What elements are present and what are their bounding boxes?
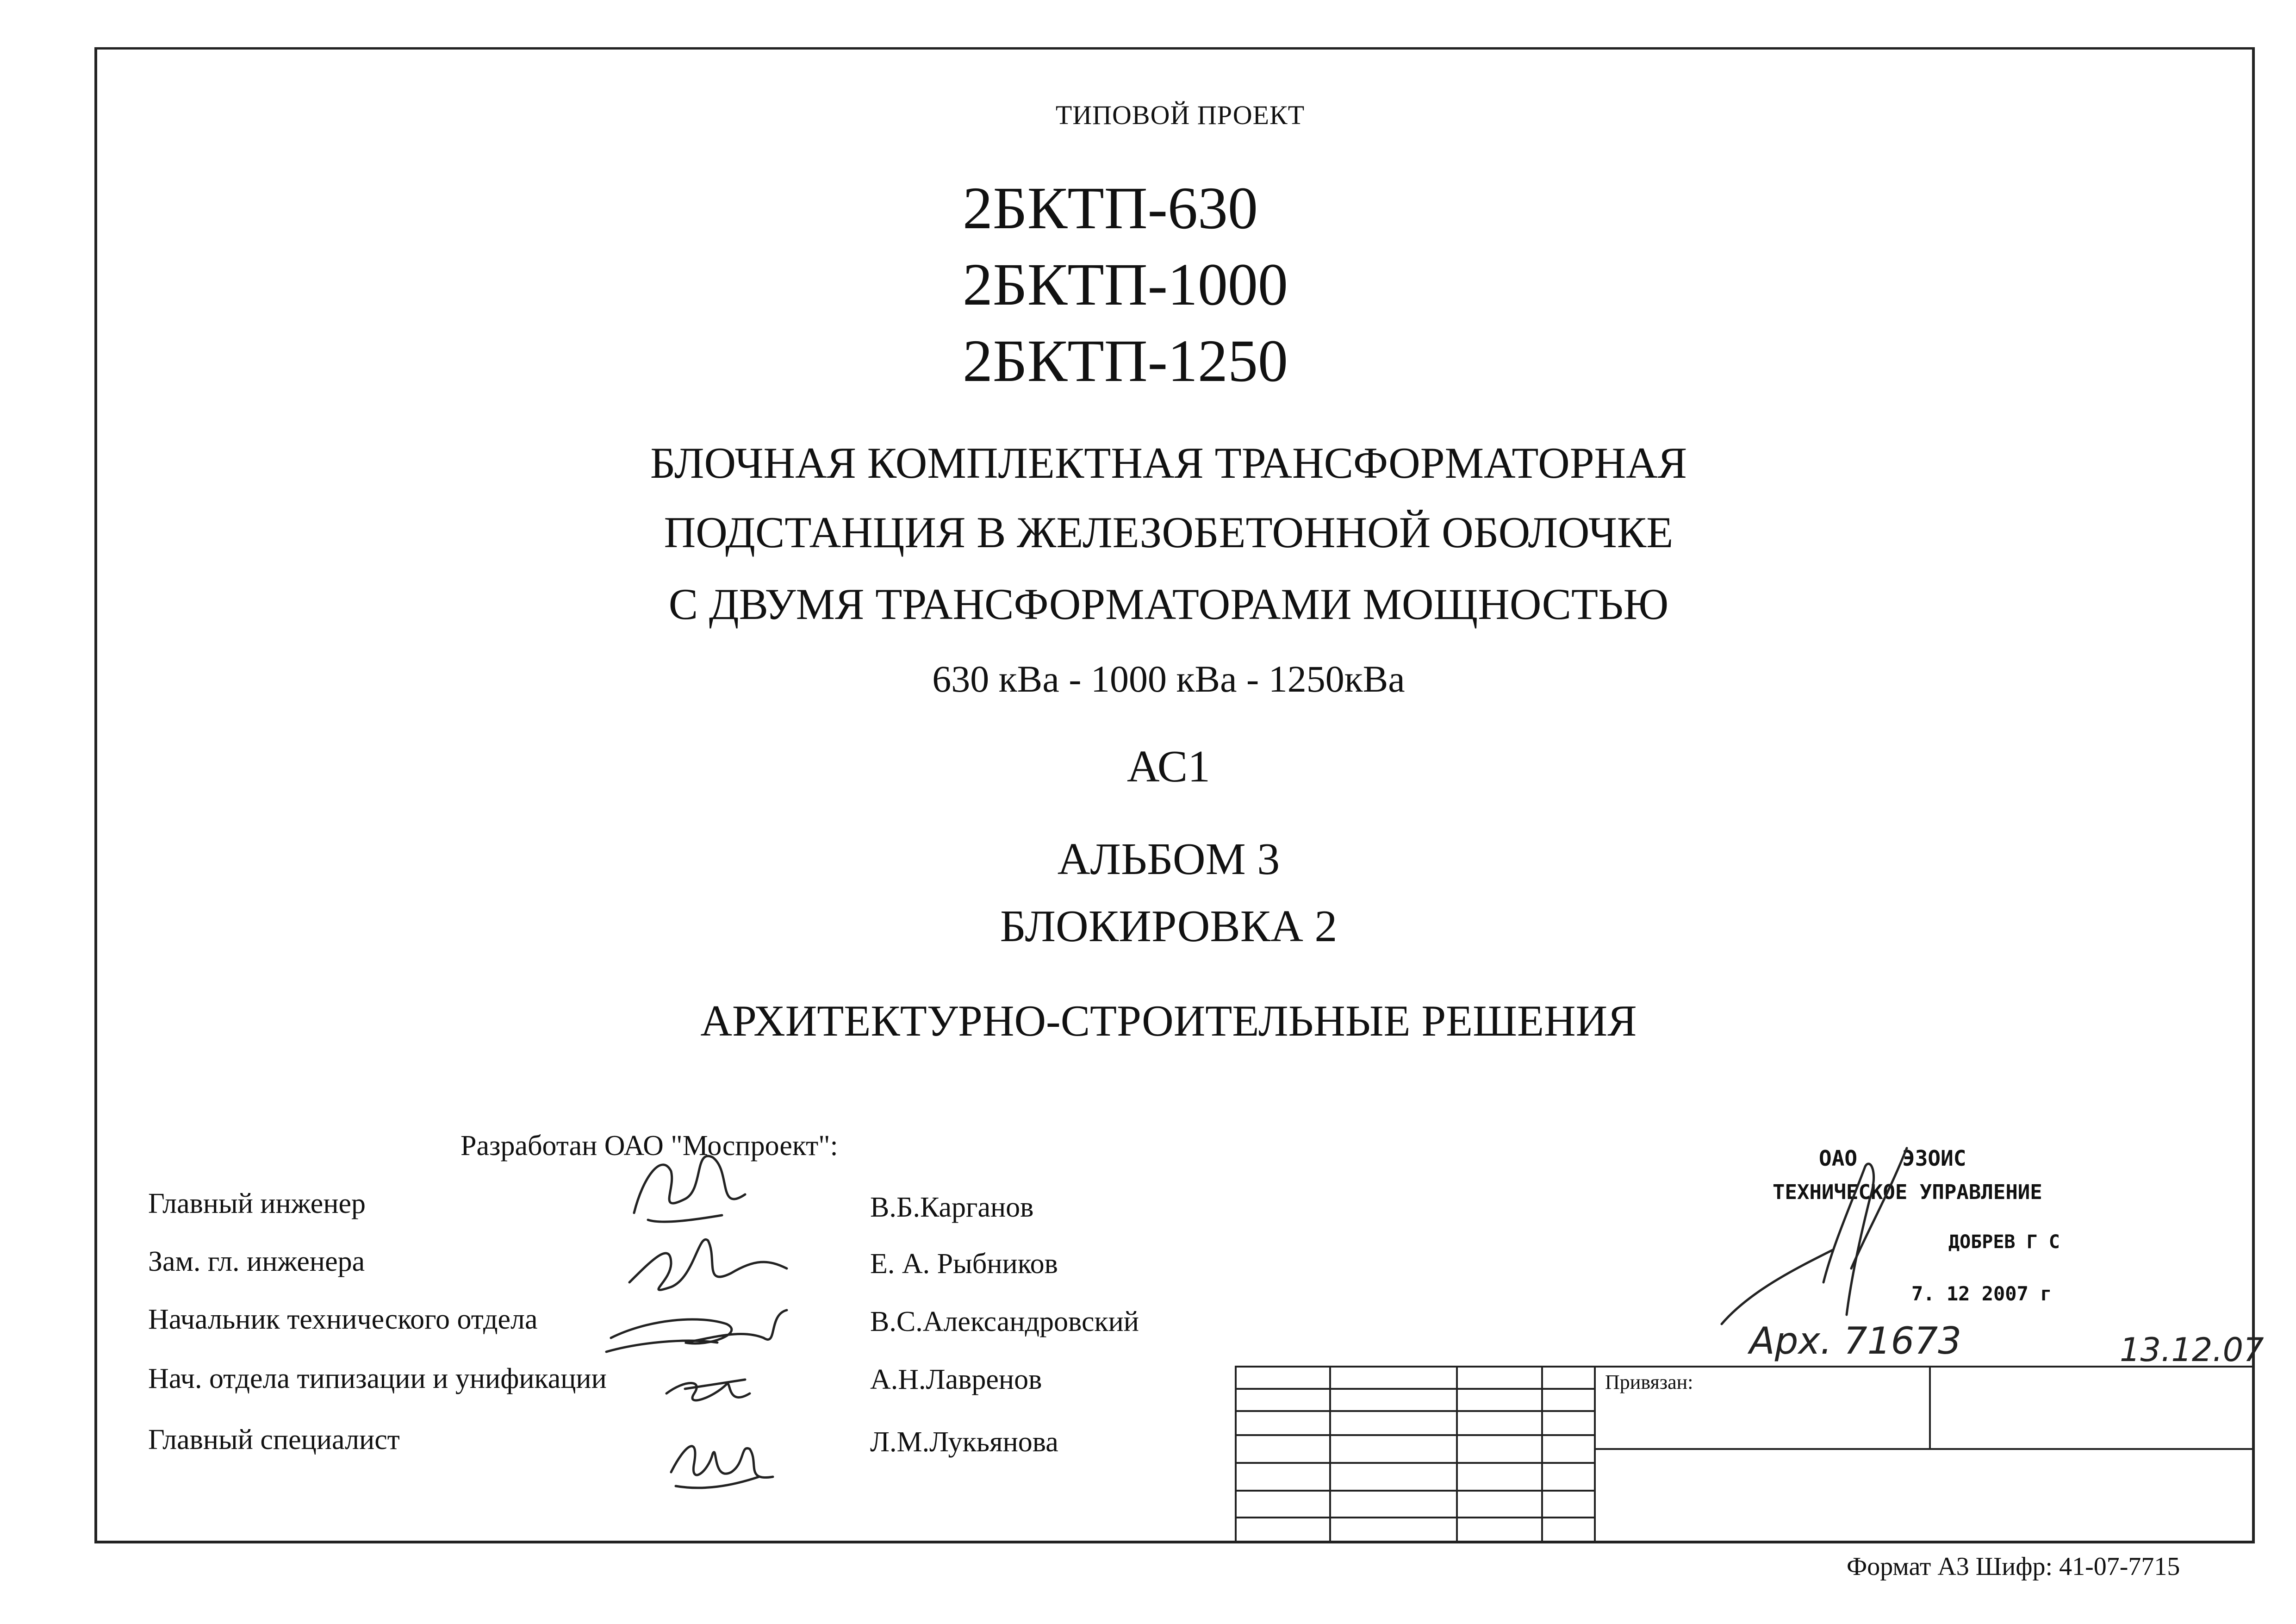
section-title: АРХИТЕКТУРНО-СТРОИТЕЛЬНЫЕ РЕШЕНИЯ	[700, 996, 1637, 1045]
power-ratings: 630 кВа - 1000 кВа - 1250кВа	[932, 658, 1405, 700]
bound-label: Привязан:	[1605, 1371, 1693, 1393]
description-line-1: БЛОЧНАЯ КОМПЛЕКТНАЯ ТРАНСФОРМАТОРНАЯ	[650, 438, 1687, 487]
name-rybnikov: Е. А. Рыбников	[870, 1248, 1058, 1280]
document-code: АС1	[1126, 742, 1211, 792]
stamp-org-right: ЭЗОИС	[1902, 1146, 1966, 1171]
title-block-grid	[1235, 1366, 1596, 1543]
footer-format-code: Формат А3 Шифр: 41-07-7715	[1847, 1552, 2180, 1581]
role-chief-engineer: Главный инженер	[148, 1188, 366, 1219]
role-deputy-chief-engineer: Зам. гл. инженера	[148, 1246, 365, 1277]
stamp-department: ТЕХНИЧЕСКОЕ УПРАВЛЕНИЕ	[1773, 1181, 2042, 1204]
project-type: ТИПОВОЙ ПРОЕКТ	[1055, 100, 1305, 130]
handwritten-date: 13.12.07	[2120, 1331, 2264, 1369]
role-chief-specialist: Главный специалист	[148, 1424, 400, 1455]
album-number: АЛЬБОМ 3	[1057, 834, 1280, 884]
name-aleksandrovsky: В.С.Александровский	[870, 1306, 1139, 1337]
name-lukyanova: Л.М.Лукьянова	[870, 1426, 1058, 1458]
model-630: 2БКТП-630	[963, 175, 1258, 242]
model-1000: 2БКТП-1000	[963, 251, 1288, 318]
stamp-date: 7. 12 2007 г	[1911, 1282, 2052, 1305]
handwritten-signatures	[592, 1120, 852, 1546]
role-head-typization-dept: Нач. отдела типизации и унификации	[148, 1363, 607, 1394]
description-line-3: С ДВУМЯ ТРАНСФОРМАТОРАМИ МОЩНОСТЬЮ	[668, 580, 1669, 629]
description-line-2: ПОДСТАНЦИЯ В ЖЕЛЕЗОБЕТОННОЙ ОБОЛОЧКЕ	[664, 508, 1674, 557]
developer-line: Разработан ОАО "Моспроект":	[460, 1130, 838, 1162]
title-block	[1235, 1366, 2255, 1543]
title-block-header	[1596, 1366, 2255, 1448]
model-1250: 2БКТП-1250	[963, 328, 1288, 394]
registration-number: Арх. 71673	[1749, 1319, 1962, 1362]
stamp-person: ДОБРЕВ Г С	[1948, 1231, 2060, 1253]
stamp-org-left: ОАО	[1819, 1146, 1858, 1171]
title-block-separator	[1596, 1448, 2255, 1450]
name-lavrenov: А.Н.Лавренов	[870, 1364, 1042, 1395]
title-block-divider	[1929, 1366, 1931, 1448]
name-karganov: В.Б.Карганов	[870, 1192, 1034, 1223]
blocking-number: БЛОКИРОВКА 2	[1000, 901, 1338, 951]
role-head-technical-dept: Начальник технического отдела	[148, 1304, 538, 1335]
